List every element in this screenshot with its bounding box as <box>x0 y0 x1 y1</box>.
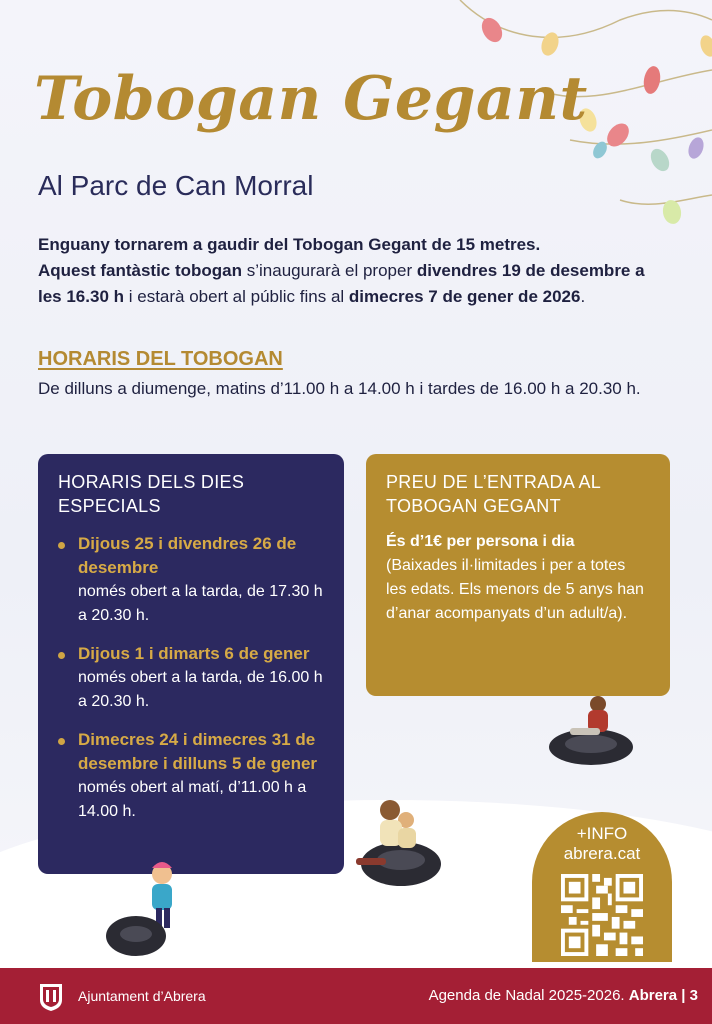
bullet-icon <box>58 738 65 745</box>
special-desc: només obert a la tarda, de 16.00 h a 20.30 h. <box>78 669 323 710</box>
intro-text-3: . <box>580 287 586 306</box>
intro-bold-2: Aquest fantàstic tobogan <box>38 261 243 280</box>
price-bold: És d’1€ per persona i dia <box>386 533 575 550</box>
abrera-shield-icon <box>38 982 64 1012</box>
kid-on-tube-icon <box>546 692 636 772</box>
list-item <box>58 642 324 714</box>
kids-on-tube-icon <box>346 796 446 896</box>
intro-text-2: i estarà obert al públic fins al <box>124 287 349 306</box>
page-title: Tobogan Gegant <box>34 64 588 134</box>
footer-page: | 3 <box>681 987 698 1004</box>
special-day: Dimecres 24 i dimecres 31 de desembre i dilluns 5 de gener <box>78 730 318 773</box>
special-day: Dijous 1 i dimarts 6 de gener <box>78 644 310 663</box>
special-day: Dijous 25 i divendres 26 de desembre <box>78 534 297 577</box>
page-subtitle: Al Parc de Can Morral <box>38 170 314 201</box>
list-item <box>58 532 324 628</box>
qr-code-icon[interactable] <box>561 874 643 956</box>
intro-bold-3: divendres 19 de desembre a les 16.30 h <box>38 261 645 306</box>
footer-agenda-text: Agenda de Nadal 2025-2026. <box>428 987 625 1004</box>
bullet-icon <box>58 652 65 659</box>
girl-with-tube-icon <box>104 860 200 964</box>
bullet-icon <box>58 542 65 549</box>
intro-bold-1: Enguany tornarem a gaudir del Tobogan Gegant de 15 metres. <box>38 235 541 254</box>
intro-text-1: s’inaugurarà el proper <box>242 261 417 280</box>
special-desc: només obert al matí, d’11.00 h a 14.00 h. <box>78 779 307 820</box>
info-box <box>532 812 672 962</box>
footer-brand: Abrera <box>628 987 678 1004</box>
footer-bar <box>0 968 712 1024</box>
intro-paragraph <box>38 232 658 310</box>
price-text <box>386 530 650 626</box>
info-label: +INFO <box>576 824 628 843</box>
list-item <box>58 728 324 824</box>
footer-agenda <box>429 987 698 1004</box>
footer-org: Ajuntament d’Abrera <box>78 988 206 1004</box>
schedule-text: De dilluns a diumenge, matins d’11.00 h a 14.00 h i tardes de 16.00 h a 20.30 h. <box>38 379 641 398</box>
special-hours-title: HORARIS DELS DIES ESPECIALS <box>58 472 245 516</box>
special-hours-list <box>58 532 324 824</box>
special-desc: només obert a la tarda, de 17.30 h a 20.30 h. <box>78 583 323 624</box>
info-link[interactable]: abrera.cat <box>563 844 641 863</box>
price-details: (Baixades il·limitades i per a totes les edats. Els menors de 5 anys han d’anar acompanyats d’un adult/a). <box>386 557 644 622</box>
schedule-title: HORARIS DEL TOBOGAN <box>38 348 283 370</box>
price-title: PREU DE L’ENTRADA AL TOBOGAN GEGANT <box>386 472 601 516</box>
intro-bold-4: dimecres 7 de gener de 2026 <box>348 287 581 306</box>
special-hours-box <box>38 454 344 874</box>
price-box <box>366 454 670 696</box>
